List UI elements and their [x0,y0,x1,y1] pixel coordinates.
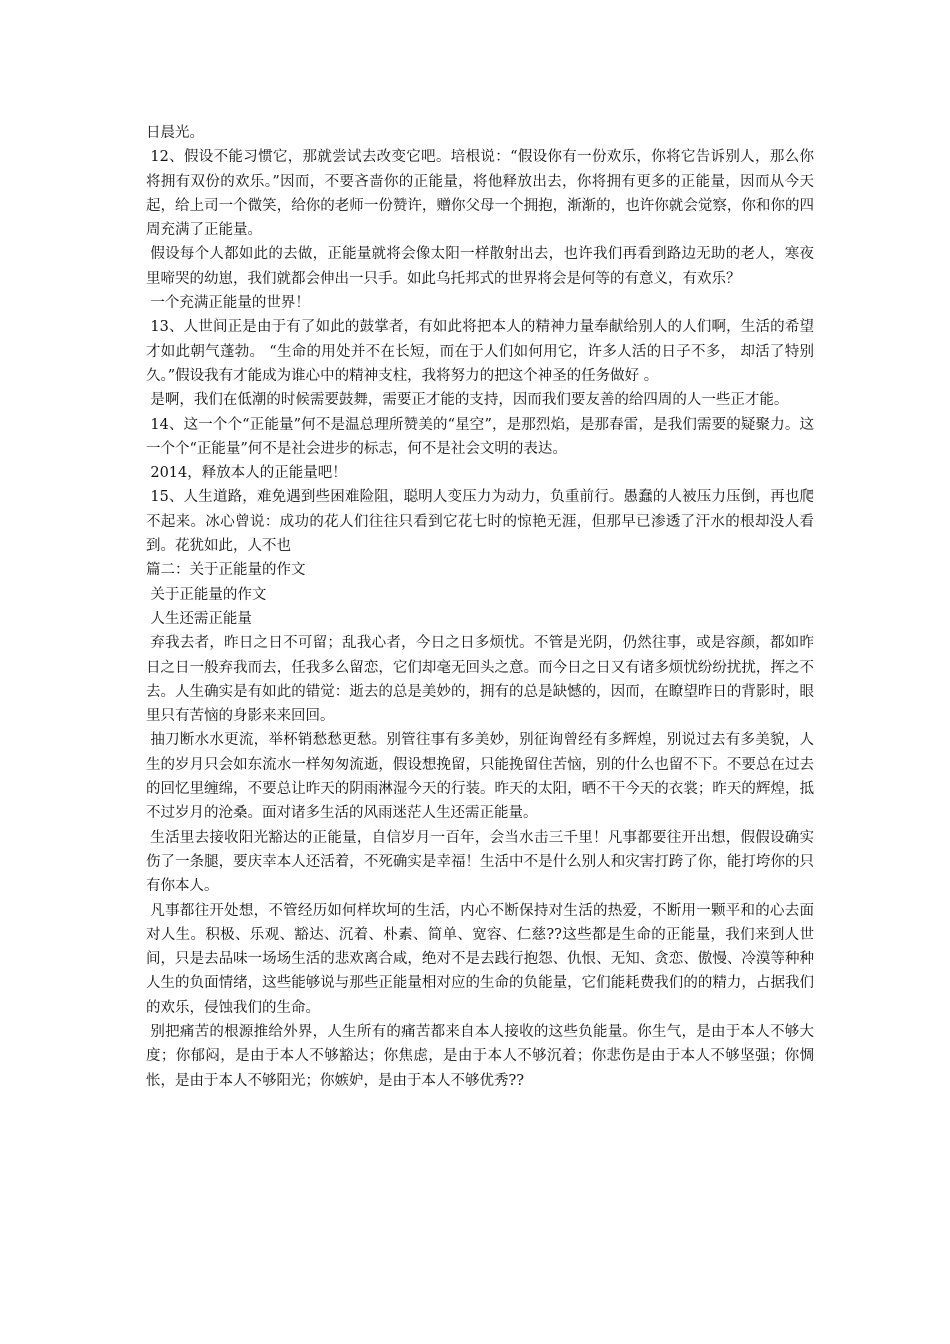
essay-subtitle: 人生还需正能量 [150,610,252,627]
paragraph-continuation: 日晨光。 [146,125,204,141]
paragraph-utopia: 假设每个人都如此的去做，正能量就将会像太阳一样散射出去，也许我们再看到路边无助的老人，寒夜里啼哭的幼崽，我们就都会伸出一只手。如此乌托邦式的世界将会是何等的有意义，有欢乐？ [146,246,814,287]
paragraph-past: 抽刀断水水更流，举杯销愁愁更愁。别管往事有多美妙，别征询曾经有多辉煌，别说过去有多美貌，人生的岁月只会如东流水一样匆匆流逝，假设想挽留，只能挽留住苦恼，别的什么也留不下。不要总在过去的回忆里缠绵，不要总让昨天的阴雨淋湿今天的行装。昨天的太阳，晒不干今天的衣裳；昨天的辉煌，抵不过岁月的沧桑。面对诸多生活的风雨迷茫人生还需正能量。 [146,732,814,822]
section-heading: 篇二：关于正能量的作文 [146,562,306,579]
paragraph-item-14: 14、这一个个“正能量”何不是温总理所赞美的“星空”，是那烈焰，是那春雷，是我们需要的疑聚力。这一个个“正能量”何不是社会进步的标志，何不是社会文明的表达。 [146,416,814,457]
paragraph-pain-source: 别把痛苦的根源推给外界，人生所有的痛苦都来自本人接收的这些负能量。你生气，是由于本人不够大度；你郁闷，是由于本人不够豁达；你焦虑，是由于本人不够沉着；你悲伤是由于本人不够坚强；你惆怅，是由于本人不够阳光；你嫉妒，是由于本人不够优秀?? [146,1023,814,1089]
paragraph-encouragement: 是啊，我们在低潮的时候需要鼓舞，需要正才能的支持，因而我们要友善的给四周的人一些正才能。 [150,392,789,409]
paragraph-item-15: 15、人生道路，难免遇到些困难险阻，聪明人变压力为动力，负重前行。愚蠢的人被压力压倒，再也爬不起来。冰心曾说：成功的花人们往往只看到它花七时的惊艳无涯，但那早已渗透了汗水的根却没人看到。花犹如此，人不也 [146,489,814,555]
paragraph-yesterday: 弃我去者，昨日之日不可留；乱我心者，今日之日多烦忧。不管是光阴，仍然往事，或是容颜，都如昨日之日一般弃我而去，任我多么留恋，它们却毫无回头之意。而今日之日又有诸多烦忧纷纷扰扰，挥之不去。人生确实是有如此的错觉：逝去的总是美妙的，拥有的总是缺憾的，因而，在瞭望昨日的背影时，眼里只有苦恼的身影来来回回。 [146,635,814,725]
essay-title: 关于正能量的作文 [150,586,267,603]
document-body [146,121,814,1093]
paragraph-item-12: 12、假设不能习惯它，那就尝试去改变它吧。培根说：“假设你有一份欢乐，你将它告诉别人，那么你将拥有双份的欢乐。”因而，不要吝啬你的正能量，将他释放出去，你将拥有更多的正能量，因而从今天起，给上司一个微笑，给你的老师一份赞许，赠你父母一个拥抱，渐渐的，也许你就会觉察，你和你的四周充满了正能量。 [146,149,814,239]
paragraph-item-13: 13、人世间正是由于有了如此的鼓掌者，有如此将把本人的精神力量奉献给别人的人们啊，生活的希望才如此朝气蓬勃。 “生命的用处并不在长短，而在于人们如何用它，许多人活的日子不多， 却活了特别久。”假设我有才能成为谁心中的精神支柱，我将努力的把这个神圣的任务做好 。 [146,319,814,384]
paragraph-sunshine: 生活里去接收阳光豁达的正能量，自信岁月一百年，会当水击三千里！凡事都要往开出想，假假设确实伤了一条腿，要庆幸本人还活着，不死确实是幸福！生活中不是什么别人和灾害打跨了你，能打垮你的只有你本人。 [146,829,814,895]
paragraph-2014: 2014，释放本人的正能量吧！ [150,465,347,482]
paragraph-exclamation: 一个充满正能量的世界！ [150,295,310,312]
paragraph-optimism: 凡事都往开处想，不管经历如何样坎坷的生活，内心不断保持对生活的热爱，不断用一颗平和的心去面对人生。积极、乐观、豁达、沉着、朴素、简单、宽容、仁慈??这些都是生命的正能量，我们来到人世间，只是去品味一场场生活的悲欢离合咸，绝对不是去践行抱怨、仇恨、无知、贪恋、傲慢、冷漠等种种人生的负面情绪，这些能够说与那些正能量相对应的生命的负能量，它们能耗费我们的的精力，占据我们的欢乐，侵蚀我们的生命。 [146,902,814,1016]
